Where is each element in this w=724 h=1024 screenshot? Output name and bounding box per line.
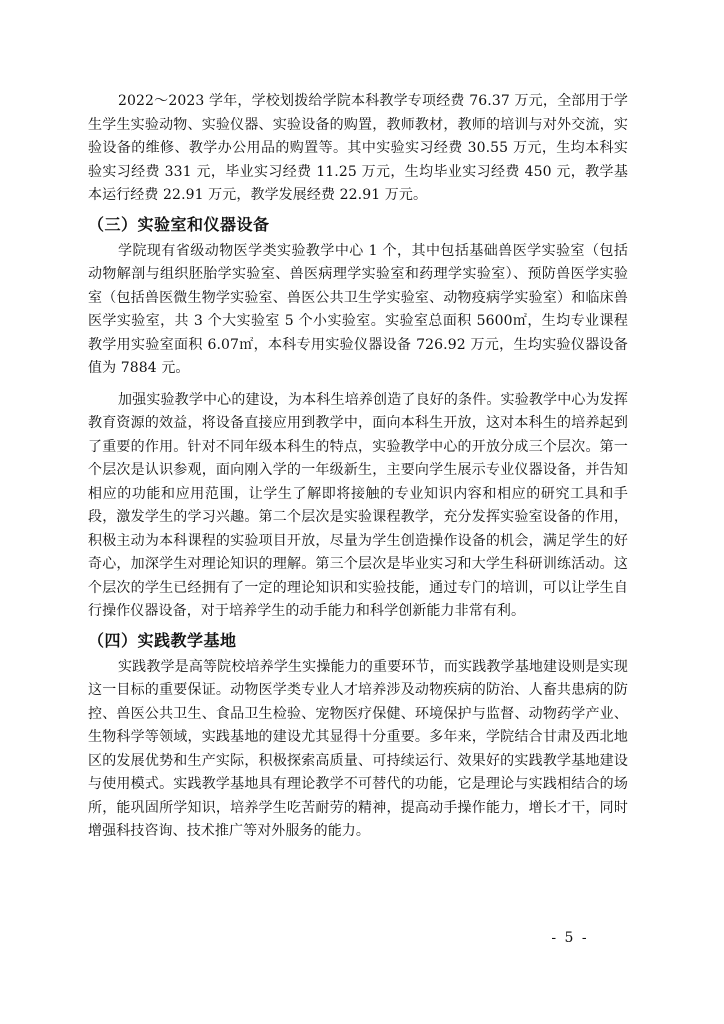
document-body xyxy=(88,90,628,844)
paragraph-practice-base: 实践教学是高等院校培养学生实操能力的重要环节，而实践教学基地建设则是实现这一目标的重要保证。动物医学类专业人才培养涉及动物疾病的防治、人畜共患病的防控、兽医公共卫生、食品卫生检验、宠物医疗保健、环境保护与监督、动物药学产业、生物科学等领域，实践基地的建设尤其显得十分重要。多年来，学院结合甘肃及西北地区的发展优势和生产实际，积极探索高质量、可持续运行、效果好的实践教学基地建设与使用模式。实践教学基地具有理论教学不可替代的功能，它是理论与实践相结合的场所，能巩固所学知识，培养学生吃苦耐劳的精神，提高动手操作能力，增长才干，同时增强科技咨询、技术推广等对外服务的能力。 xyxy=(88,658,628,839)
paragraph-labs-overview: 学院现有省级动物医学类实验教学中心 1 个，其中包括基础兽医学实验室（包括动物解剖与组织胚胎学实验室、兽医病理学实验室和药理学实验室）、预防兽医学实验室（包括兽医微生物学实验室、兽医公共卫生学实验室、动物疫病学实验室）和临床兽医学实验室，共 3 个大实验室 5 个小实验室。实验室总面积 5600㎡，生均专业课程教学用实验室面积 6.07㎡，本科专用实验仪器设备 726.92 万元，生均实验仪器设备值为 7884 元。 xyxy=(88,242,628,376)
section-heading-labs: （三）实验室和仪器设备 xyxy=(88,214,270,234)
section-heading-practice-base: （四）实践教学基地 xyxy=(88,630,237,650)
page-number: - 5 - xyxy=(551,930,589,946)
paragraph-funding: 2022～2023 学年，学校划拨给学院本科教学专项经费 76.37 万元，全部用于学生学生实验动物、实验仪器、实验设备的购置，教师教材，教师的培训与对外交流，实验设备的维修、教学办公用品的购置等。其中实验实习经费 30.55 万元，生均本科实验实习经费 331 元，毕业实习经费 11.25 万元，生均毕业实习经费 450 元，教学基本运行经费 22.91 万元，教学发展经费 22.91 万元。 xyxy=(88,93,628,203)
paragraph-labs-levels: 加强实验教学中心的建设，为本科生培养创造了良好的条件。实验教学中心为发挥教育资源的效益，将设备直接应用到教学中，面向本科生开放，这对本科生的培养起到了重要的作用。针对不同年级本科生的特点，实验教学中心的开放分成三个层次。第一个层次是认识参观，面向刚入学的一年级新生，主要向学生展示专业仪器设备，并告知相应的功能和应用范围，让学生了解即将接触的专业知识内容和相应的研究工具和手段，激发学生的学习兴趣。第二个层次是实验课程教学，充分发挥实验室设备的作用，积极主动为本科课程的实验项目开放，尽量为学生创造操作设备的机会，满足学生的好奇心，加深学生对理论知识的理解。第三个层次是毕业实习和大学生科研训练活动。这个层次的学生已经拥有了一定的理论知识和实验技能，通过专门的培训，可以让学生自行操作仪器设备，对于培养学生的动手能力和科学创新能力非常有利。 xyxy=(88,391,628,619)
